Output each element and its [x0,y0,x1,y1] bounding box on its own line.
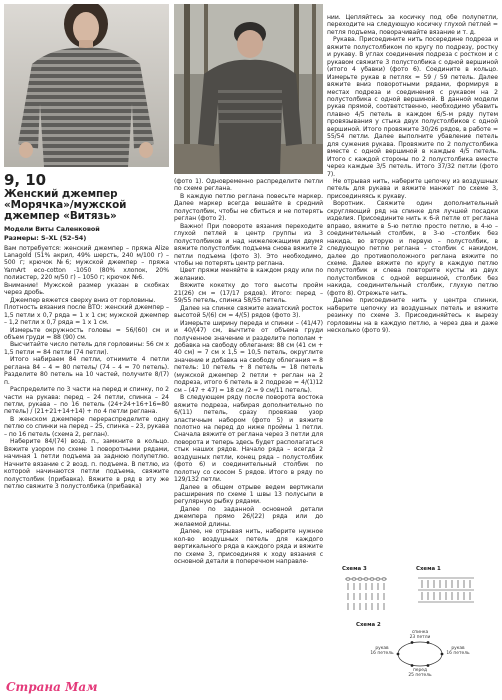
paragraph: Важно! При повороте вязания переходите глухой петлей в центр группы из 3 полустолбиков и над нижележащими двумя вяжите полустолбик подъема снова вяжите 2 петли подъема (фото 3). Это необходимо, чтобы не потерять центр реглана. [174,222,323,267]
paragraph: нии. Цепляйтесь за косичку под обе полупетли, переходите на следующую косичку глухой петлей = петля подъема, поворачивайте вязание и т. д. [327,14,498,36]
paragraph: Плотность вязания после ВТО: женский джемпер – 1,5 петли х 0,7 ряда = 1 х 1 см; мужской джемпер – 1,2 петли х 0,7 ряда = 1 х 1 см. [4,304,169,327]
paragraph: Итого набираем 84 петли, отнимите 4 петли реглана 84 – 4 = 80 петель/ (74 – 4 = 70 петель). Разделите 80 петель на 10 частей, получите 8/(7) п. [4,356,169,386]
column-right [327,14,498,334]
scheme-2-sleeve-right-count: 16 петель [446,651,470,656]
paragraph: Далее в общем отрыве ведем вертикали расширения по схеме 1 швы 13 полусыпи в регулярную рыбку рядами. [174,483,323,506]
paragraph: Джемпер вяжется сверху вниз от горловины. [10,296,156,304]
paragraph: Рукава. Присоедините нить посередине подреза и вяжите полустолбиком по кругу по подрезу, ростку и рукаву. В углах соединения подреза с ростком и с рукавом свяжите 3 полустолбика с одной вершиной (итого 4 убавки) (фото 6). Соедините в кольцо. Измерьте рукав в петлях = 59 / 59 петель. Далее вяжите вниз поворотными рядами, формируя в местах подреза и соединения с рукавом на 2 полустолбика с одной вершиной. В данной модели рукав прямой, соответственно, необходимо убавить плавно 4/5 петель в каждом 6/5-м ряду путем провязывания у стыка двух полустолбиков с одной вершиной. Итого провяжите 30/26 рядов, в работе = 55/54 петли. Далее выполните убавление петель для сужения рукава. Провяжите по 2 полустолбика вместе с одной вершиной в каждые 4/5 петель. Итого с каждой стороны по 2 полустолбика вместе через каждые 3/5 петель. Итого 37/32 петли (фото 7). [327,36,498,178]
paragraph: Далее на спинке свяжите азиатский росток высотой 5/(6) см = 4/(5) рядов (фото 3). [174,304,323,320]
model-author: Модели Виты Саленковой [4,224,100,233]
scheme-1-label: Схема 1 [416,566,441,572]
scheme-1 [414,566,494,610]
scheme-2-sleeve-right-label: рукав [451,646,465,651]
paragraph: Измерьте окружность головы = 56/(60) см и объем груди = 88 (90) см. [4,326,169,341]
paragraph: Цвет пряжи меняйте в каждом ряду или по желанию. [174,267,323,282]
paragraph: (фото 1). Одновременно распределите петли по схеме реглана. [174,178,323,193]
scheme-2-label: Схема 2 [356,622,381,628]
photo-mens-sweater [174,4,323,174]
article-title: Женский джемпер «Морячка»/мужской джемпер «Витязь» [4,188,127,223]
scheme-2-back-label: спинка [411,630,429,635]
paragraph: Внимание! Мужской размер указан в скобках через дробь. [4,281,169,297]
paragraph: Воротник. Свяжите один дополнительный скругляющий ряд на спинке для лучшей посадки изделия. Присоедините нить к 6-й петле от реглана вправо, вяжите в 5-ю петлю просто петлю, в 4-ю – соединительный столбик, в 3-ю –столбик без накида, во вторую и первую – полустолбик, в следующую петлю реглана – столбик с накидом, далее до противоположного реглана вяжите по схеме. Далее вяжите по кругу в каждую петлю полустолбик и слева повторите кусты из двух полустолбиков с одной вершиной, столбик без накида, соединительный столбик, глухую петлю (фото 8). Отрежьте нить. [327,200,498,297]
paragraph: Далее по заданной основной детали джемпера прямо 26/(22) ряда или до желаемой длины. [174,505,323,528]
scheme-2-sleeve-left-label: рукав [375,646,389,651]
article-number: 9, 10 [4,171,46,189]
paragraph: Далее, не отрывая нить, наберите нужное кол-во воздушных петель для каждого вертикального ряда в каждого ряда и вяжите по схеме 3, присоединяя к ходу вязания с основной детали в поперечном направле- [174,528,323,566]
site-watermark-logo: Страна Мам [6,680,98,694]
scheme-2-back-count: 23 петли [409,635,431,640]
paragraph: Вам потребуется: женский джемпер – пряжа Alize Lanagold (51% акрил, 49% шерсть, 240 м/100 г) – 500 г; крючок №6; мужской джемпер – пряжа YarnArt eco-cotton -1050 (80% хлопок, 20% полиэстер, 220 м/50 г) – 1050 г; крючок №6. [4,244,169,282]
scheme-3-label: Схема 3 [342,566,367,572]
scheme-2-front-count: 25 петель [408,673,432,678]
paragraph: Высчитайте число петель для горловины: 56 см х 1,5 петли = 84 петли (74 петли). [4,341,169,356]
paragraph: Измерьте ширину переда и спинки – (41/47) и 40/(47) см, вычтите от объема груди полученное значение и разделите пополам + добавка на свободу облегания: 88 см (41 см + 40 см) = 7 см х 1,5 = 10,5 петель, округлите значение и добавка на свободу облегания = 8 петель: 10 петель + 8 петель = 18 петель (мужской джемпер 2 петли + реглан на 2 подреза, итого 6 петель в 2 подрезе = 4/(1)12 см – (47 + 47) = 18 см /2 = 9 см/11 петель). [174,319,323,394]
column-left [4,170,169,490]
scheme-2-sleeve-left-count: 16 петель [370,651,394,656]
photo-womens-sweater [4,4,169,167]
paragraph: Распределите по 3 части на перед и спинку, по 2 части на рукава: перед – 24 петли, спинка – 24 петли, рукава – по 16 петель (24+24+16+16=80 петель) / (21+21+14+14) + по 4 петли реглана. [4,386,169,416]
sizes: Размеры: S–XL (52–54) [4,234,87,243]
scheme-2 [356,620,476,680]
paragraph: Вяжите кокетку до того высоты пройм 21(26) см = (17/17 рядов). Итого: перед – 59/55 петель, спинка 58/55 петель. [174,282,323,305]
column-middle [174,178,323,566]
paragraph: В женском джемпере перераспределите одну петлю со спинки на перед – 25, спинка – 23, рукава – по 16 петель (схема 2, реглан). [4,415,169,438]
paragraph: В каждую петлю реглана повесьте маркер. Далее маркер всегда вешайте в средний полустолбик, чтобы не сбиться и не потерять реглан (фото 2). [174,192,323,223]
paragraph: Не отрывая нить, наберите цепочку из воздушных петель для рукава и вяжите манжет по схеме 3, присоединяясь к рукаву. [327,177,498,200]
scheme-3 [338,566,408,610]
paragraph: В следующем ряду после поворота востока вяжите подреза, набирая дополнительно по 6/(11) петель, сразу провязав узор эластичным набором (фото 5) и вяжите полотно на перед до ниже проймы 1 петли. Сначала вяжите от реглана через 3 петли для поворота и теперь здесь будет располагаться стык наших рядов. Начало ряда – всегда 2 воздушных петли, конец ряда – полустолбик (фото 6) и соединительный столбик по полотну со скосом 5 рядов. Итого в ряду по 129/132 петли. [174,394,323,484]
scheme-2-front-label: перед [412,668,428,673]
paragraph: Далее присоедините нить у центра спинки, наберите цепочку из воздушных петель и вяжите резинку по схеме 3. Присоединяйтесь к вырезу горловины на в каждую петлю, а через два и даже несколько (фото 9). [327,297,498,335]
paragraph: Наберите 84/(74) возд. п., замкните в кольцо. Вяжите узором по схеме 1 поворотными рядами, начиная 1 петли подъема за заднюю полупетлю. Начните вязание с 2 возд. п. подъема. В петлю, из которой начинаются петли подъема, свяжите полустолбик (прибавка). Вяжите в ряд в эту же петлю свяжите 3 полустолбика (прибавка) [4,438,169,491]
